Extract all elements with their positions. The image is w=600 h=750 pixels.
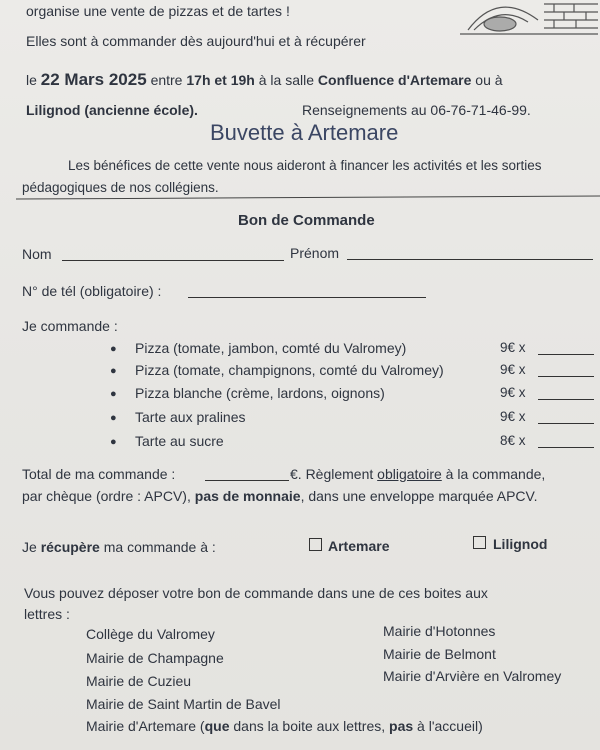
- item-quantity-field[interactable]: [538, 447, 594, 448]
- benefit-line-2: pédagogiques de nos collégiens.: [22, 180, 219, 195]
- item-quantity-field[interactable]: [538, 376, 594, 377]
- dropoff-location-artemare: [86, 718, 483, 734]
- text-que: que: [204, 718, 230, 734]
- bullet-icon: ●: [110, 365, 117, 377]
- dropoff-location: Mairie de Belmont: [383, 646, 496, 662]
- order-item: [0, 385, 600, 407]
- event-place-2: Lilignod (ancienne école).: [26, 102, 198, 118]
- event-date: 22 Mars 2025: [40, 70, 147, 89]
- order-item: [0, 362, 600, 384]
- text-ma-commande: ma commande à :: [103, 539, 216, 555]
- text-pas-de-monnaie: pas de monnaie: [194, 488, 301, 504]
- nom-label: Nom: [22, 246, 52, 262]
- checkbox-lilignod[interactable]: [473, 536, 486, 549]
- order-item: [0, 433, 600, 455]
- intro-line-1: organise une vente de pizzas et de tartes !: [26, 3, 290, 19]
- text-je: Je: [22, 539, 37, 555]
- text-obligatoire: obligatoire: [377, 466, 442, 482]
- bullet-icon: ●: [110, 343, 117, 355]
- event-time: 17h et 19h: [186, 72, 255, 88]
- item-price: 9€ x: [500, 340, 526, 355]
- nom-field[interactable]: [62, 260, 284, 261]
- payment-line-1: [290, 466, 545, 482]
- text-le: le: [26, 72, 37, 88]
- text-accueil: à l'accueil): [413, 718, 483, 734]
- event-details-line: [26, 70, 503, 90]
- item-price: 9€ x: [500, 362, 526, 377]
- cut-divider: [16, 195, 600, 199]
- text-recupere: récupère: [40, 539, 100, 555]
- bullet-icon: ●: [110, 436, 117, 448]
- text-entre: entre: [150, 72, 183, 88]
- text-pas: pas: [389, 718, 414, 734]
- item-label: Pizza (tomate, champignons, comté du Valromey): [135, 362, 444, 378]
- dropoff-location: Mairie d'Hotonnes: [383, 623, 496, 639]
- item-quantity-field[interactable]: [538, 354, 594, 355]
- payment-line-2: [22, 488, 537, 504]
- dropoff-location: Collège du Valromey: [86, 626, 215, 642]
- order-item: [0, 340, 600, 362]
- text-cheque: par chèque (ordre : APCV),: [22, 488, 191, 504]
- total-label: Total de ma commande :: [22, 466, 176, 482]
- tel-label: N° de tél (obligatoire) :: [22, 283, 162, 299]
- event-place: Confluence d'Artemare: [317, 72, 472, 88]
- form-title: Bon de Commande: [238, 212, 375, 229]
- checkbox-artemare[interactable]: [309, 538, 322, 551]
- checkbox-artemare-label: Artemare: [328, 538, 390, 554]
- text-enveloppe: , dans une enveloppe marquée APCV.: [300, 488, 538, 504]
- text-boite: dans la boite aux lettres,: [229, 718, 390, 734]
- text-ou: ou à: [475, 72, 503, 88]
- dropoff-location: Mairie de Cuzieu: [86, 673, 192, 689]
- pizza-oven-illustration: [458, 0, 600, 40]
- item-price: 9€ x: [500, 409, 526, 424]
- item-quantity-field[interactable]: [538, 423, 594, 424]
- order-item: [0, 409, 600, 431]
- item-quantity-field[interactable]: [538, 399, 594, 400]
- text-salle: à la salle: [258, 72, 315, 88]
- total-field[interactable]: [205, 480, 289, 481]
- info-phone: Renseignements au 06-76-71-46-99.: [302, 102, 531, 118]
- checkbox-lilignod-label: Lilignod: [493, 536, 548, 552]
- text-a-la-commande: à la commande,: [445, 466, 546, 482]
- item-label: Pizza (tomate, jambon, comté du Valromey): [135, 340, 407, 356]
- text-mairie-artemare: Mairie d'Artemare (: [86, 718, 205, 734]
- item-label: Tarte au sucre: [135, 433, 224, 449]
- item-label: Tarte aux pralines: [135, 409, 246, 425]
- pickup-label: [22, 539, 216, 555]
- benefit-line-1: Les bénéfices de cette vente nous aideront à financer les activités et les sorties: [68, 158, 542, 173]
- text-reglement: €. Règlement: [290, 466, 374, 482]
- tel-field[interactable]: [188, 297, 426, 298]
- je-commande-label: Je commande :: [22, 318, 118, 334]
- dropoff-location: Mairie d'Arvière en Valromey: [383, 668, 562, 684]
- bullet-icon: ●: [110, 388, 117, 400]
- buvette-heading: Buvette à Artemare: [210, 120, 399, 145]
- item-label: Pizza blanche (crème, lardons, oignons): [135, 385, 385, 401]
- dropoff-location: Mairie de Saint Martin de Bavel: [86, 696, 281, 712]
- item-price: 9€ x: [500, 385, 526, 400]
- deposit-line-2: lettres :: [24, 606, 70, 622]
- prenom-field[interactable]: [347, 259, 593, 260]
- deposit-line-1: Vous pouvez déposer votre bon de commande dans une de ces boites aux: [24, 585, 488, 601]
- prenom-label: Prénom: [290, 245, 340, 261]
- intro-line-2: Elles sont à commander dès aujourd'hui et à récupérer: [26, 33, 366, 49]
- item-price: 8€ x: [500, 433, 526, 448]
- dropoff-location: Mairie de Champagne: [86, 650, 224, 666]
- bullet-icon: ●: [110, 412, 117, 424]
